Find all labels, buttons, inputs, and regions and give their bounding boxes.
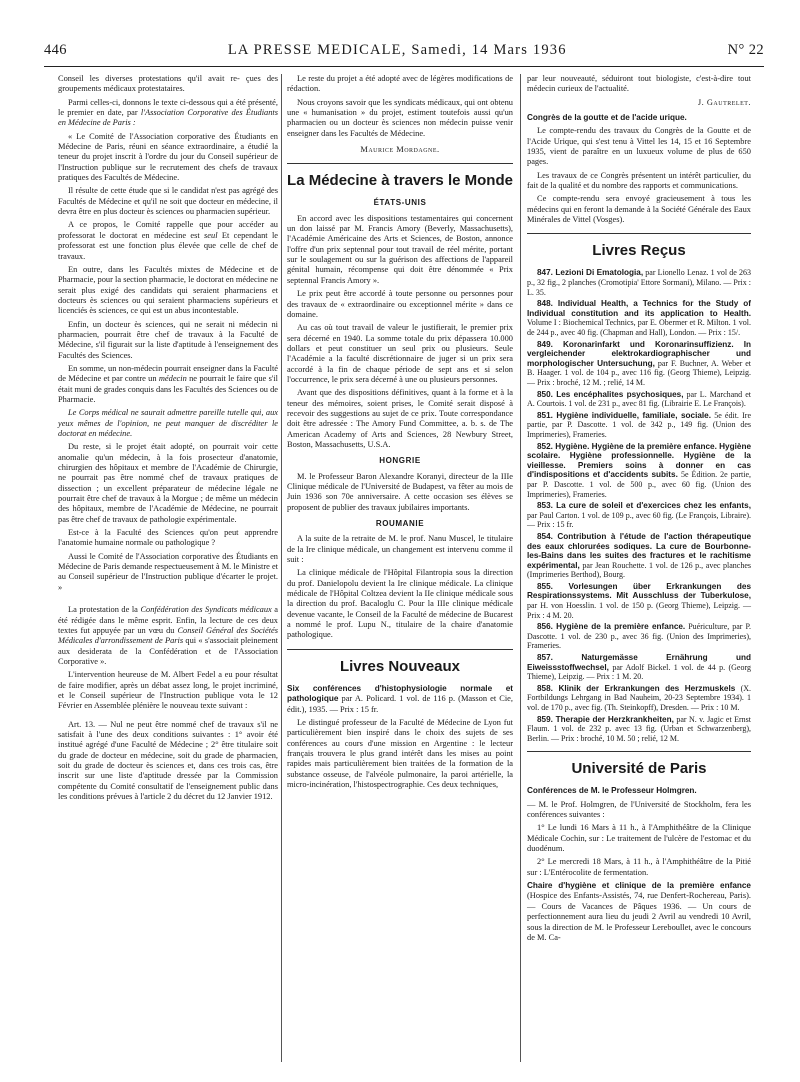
book-title: 849. Koronarinfarkt und Koronarinsuffizienz. In vergleichender elektrokardiographischer und morphologischer Untersuchung, xyxy=(527,339,751,368)
book-entry xyxy=(287,684,513,715)
paragraph xyxy=(527,881,751,943)
section-title: La Médecine à travers le Monde xyxy=(287,172,513,190)
book-title: 847. Lezioni Di Ematologia, xyxy=(537,268,644,278)
paragraph: M. le Professeur Baron Alexandre Koranyi, directeur de la IIIe Clinique médicale de l'Université de Budapest, va fêter au mois de Juin 1936 son 70e anniversaire. A cette occasion ses élèves se proposent de publier des travaux jubilaires importants. xyxy=(287,471,513,512)
paragraph: Le prix peut être accordé à toute personne ou personnes pour des travaux de « extraordinaire ou exceptionnel mérite » dans ce domaine. xyxy=(287,289,513,319)
books-received-list xyxy=(527,268,751,743)
book-title: Six conférences d'histophysiologie normale et pathologique xyxy=(287,683,513,704)
italic-paragraph: Le Corps médical ne saurait admettre pareille tutelle qui, aux yeux mêmes de l'opinion, ne peut manquer de discréditer le doctorat en médecine. xyxy=(58,408,278,438)
text: « s'associait pleinement aux desiderata de la Confédération et de l'Association Corporative ». xyxy=(58,636,279,666)
list-item xyxy=(527,501,751,530)
list-item xyxy=(527,582,751,620)
text: (Hospice des Enfants-Assistés, 74, rue Denfert-Rochereau, Paris). — Cours de Vacances de Pâques 1936. — Un cours de perfectionnement aura lieu du jeudi 2 Avril au vendredi 10 Avril, sous la direction de M. le Professeur Lereboullet, avec le concours de M. Ca- xyxy=(527,891,751,942)
list-item xyxy=(527,653,751,682)
list-item xyxy=(527,442,751,500)
list-item xyxy=(527,390,751,409)
book-details: par H. von Hoesslin. 1 vol. de 150 p. (Georg Thieme), Leipzig. — Prix : 4 M. 20. xyxy=(527,601,751,620)
paragraph: — M. le Prof. Holmgren, de l'Université de Stockholm, fera les conférences suivantes : xyxy=(527,799,751,820)
book-details: par F. Buchner, A. Weber et B. Haager. 1 vol. de 104 p., avec 116 fig. (Georg Thieme), Leipzig. — Prix : broché, 12 M. ; relié, 14 M. xyxy=(527,358,752,387)
column-divider xyxy=(281,74,282,1062)
paragraph: Il résulte de cette étude que si le candidat n'est pas agrégé des Facultés de Médecine et qu'il ne soit que docteur en médecine, il devra être en plus docteur ès sciences ou pharmacien supérieur. xyxy=(58,186,278,217)
article-title: Conférences de M. le Professeur Holmgren. xyxy=(527,786,697,796)
text: La protestation de la xyxy=(68,605,138,615)
paragraph: En accord avec les dispositions testamentaires qui concernent un don laissé par M. Francis Amory (Beverly, Massachusetts), l'Académie Américaine des Arts et Sciences, de Boston, annonce l'offre d'un prix septennal pour tout travail de réel mérite, portant sur le soulagement ou sur la guérison des affections de l'appareil génital humain, récompense qui doit être dénommée « Prix septennal Francis Amory ». xyxy=(287,213,513,285)
book-details: par N. v. Jagic et Ernst Flaum. 1 vol. de 232 p. avec 13 fig. (Urban et Schwarzenberg), Berlin. — Prix : broché, 10 M. 50 ; relié, 12 M. xyxy=(527,714,752,743)
section-title: Livres Nouveaux xyxy=(339,657,461,675)
text: a été rédigée dans le même esprit. Enfin, la lecture de ces deux textes fut appuyée par un vœu du xyxy=(58,605,278,635)
subsection-title: ROUMANIE xyxy=(375,519,425,529)
text: En somme, un non-médecin pourrait enseigner dans la Faculté de Médecine et par contre un xyxy=(58,363,278,384)
list-item xyxy=(527,715,751,744)
list-item xyxy=(527,532,751,580)
paragraph: Avant que des dispositions définitives, quant à la forme et à la teneur des mémoires, soient prises, le Comité serait disposé à recevoir des suggestions au sujet de ce prix. Toute correspondance doit être adressée : The Amory Fund Committee, a. b. s. de The American Academy of Arts and Sciences, 28 Newbury Street, Boston, Massachusetts, U.S.A. xyxy=(287,388,513,449)
paragraph: Du reste, si le projet était adopté, on pourrait voir cette anomalie qu'un médecin, à la fois prosecteur d'anatomie, chirurgien des hôpitaux et membre de l'Académie de Chirurgie, ne pourrait pas être nommé chef de travaux pratiques de dissection ; un excellent préparateur de médecine légale ne pourrait être chef de travaux à la Morgue ; de même un médecin des hôpitaux, membre de l'Académie de Médecine, ne pourrait pas être chef de travaux de pathologie expérimentale. xyxy=(58,442,278,524)
italic-text: Conseil Général des Sociétés Médicales d'arrondissement de Paris xyxy=(58,625,279,646)
book-details: 5e édit. Ire partie, par P. Dascotte. 1 vol. de 342 p., 149 fig. (Union des Imprimeries), Frameries. xyxy=(527,410,751,439)
text: A ce propos, le Comité rappelle que pour accéder au professorat le doctorat en médecine est xyxy=(58,220,278,240)
section-title: Université de Paris xyxy=(571,760,707,778)
text: Et cependant le professorat est une fonction plus élevée que celle de chef de travaux. xyxy=(58,230,278,261)
paragraph: Les travaux de ce Congrès présentent un intérêt particulier, du fait de la qualité et du nombre des rapports et communications. xyxy=(527,170,751,191)
running-header xyxy=(44,42,764,64)
paragraph: « Le Comité de l'Association corporative des Étudiants en Médecine de Paris, réuni en séance extraordinaire, a étudié la teneur du projet inscrit à l'ordre du jour du Conseil supérieur de l'Instruction publique sur le recrutement des chefs de travaux pratiques des Facultés de Médecine. xyxy=(58,131,278,183)
book-details: 5e Édition. 2e partie, par P. Dascotte. 1 vol. de 500 p., avec 60 fig. (Union des Imprimeries), Frameries. xyxy=(527,470,752,499)
paragraph: En outre, dans les Facultés mixtes de Médecine et de Pharmacie, pour la section pharmacie, le doctorat en médecine ne serait plus exigé des candidats qui seraient pharmaciens et docteurs ès sciences ou qui seraient pharmaciens supérieurs et licenciés ès sciences, ce qui est un abus incontestable. xyxy=(58,264,278,316)
section-rule xyxy=(527,751,751,752)
paragraph: A la suite de la retraite de M. le prof. Nanu Muscel, le titulaire de la Ire clinique médicale, un changement est intervenu comme il suit : xyxy=(287,534,513,565)
book-title: 856. Hygiène de la première enfance. xyxy=(537,622,686,632)
book-reference: par A. Policard. 1 vol. de 116 p. (Masson et Cie, édit.), 1935. — Prix : 15 fr. xyxy=(287,694,513,714)
book-details: Volume I : Biochemical Technics, par E. Obermer et R. Milton. 1 vol. de 244 p., avec 40 fig. (Chapman and Hall), London. — Prix : 15/. xyxy=(527,318,751,338)
paragraph: Enfin, un docteur ès sciences, qui ne serait ni médecin ni pharmacien, pourrait être chef de travaux à la Faculté de Médecine, s'il figurait sur la liste d'aptitude à l'enseignement des Facultés des Sciences. xyxy=(58,319,278,360)
text: ne pourrait le faire que s'il était muni de grades conquis dans les Facultés des Sciences ou de Pharmacie. xyxy=(58,374,279,404)
text: qui xyxy=(185,636,197,646)
paragraph: 2° Le mercredi 18 Mars, à 11 h., à l'Amphithéâtre de la Pitié sur : L'Entérocolite de fermentation. xyxy=(527,857,751,877)
book-details: Puériculture, par P. Dascotte. 1 vol. de 230 p., avec 36 fig. (Union des Imprimeries), Frameries. xyxy=(527,622,752,651)
paragraph xyxy=(58,98,278,129)
section-rule xyxy=(287,649,513,650)
subsection-title: HONGRIE xyxy=(379,456,421,466)
issue-number: N° 22 xyxy=(727,42,764,58)
article-title: Congrès de la goutte et de l'acide urique. xyxy=(527,113,687,123)
book-title: 850. Les encéphalites psychosiques, xyxy=(537,389,684,399)
paragraph: Au cas où tout travail de valeur le justifierait, le premier prix sera décerné en 1940. La somme totale du prix dépassera 10.000 dollars et peut constituer un seul prix ou plusieurs. Seule l'Académie a la faculté discrétionnaire de juger si un prix sera accordé à la fin de chaque période de sept ans et si selon l'occurrence, le prix sera décerné à une ou plusieurs personnes. xyxy=(287,323,513,384)
list-item xyxy=(527,684,751,713)
book-details: par L. Marchand et A. Courtois. 1 vol. de 231 p., avec 81 fig. (Librairie E. Le François). xyxy=(527,389,751,409)
book-details: par Jean Rouchette. 1 vol. de 126 p., avec planches (Imprimeries Berthod), Bourg. xyxy=(527,560,751,580)
book-details: par Paul Carton. 1 vol. de 109 p., avec 60 fig. (Le François, Libraire). — Prix : 15 fr. xyxy=(527,510,751,530)
list-item xyxy=(527,622,751,651)
paragraph xyxy=(58,364,278,405)
book-details: par Adolf Bickel. 1 vol. de 44 p. (Georg Thieme), Leipzig. — Prix : 1 M. 20. xyxy=(527,662,752,682)
list-item xyxy=(527,268,751,297)
book-details: (X. Fortbildungs Lehrgang in Bad Nauheim, 20-23 Septembre 1934). 1 vol. de 170 p., avec fig. (Th. Steinkopff), Dresden. — Prix : 10 M. xyxy=(527,683,752,712)
paragraph: 1° Le lundi 16 Mars à 11 h., à l'Amphithéâtre de la Clinique Médicale Cochin, sur : Le traitement de l'ulcère de l'estomac et du duodénum. xyxy=(527,823,751,854)
text: Parmi celles-ci, donnons le texte ci-dessous qui a été présenté, le premier en date, par xyxy=(58,97,278,118)
column-3 xyxy=(527,74,751,946)
header-rule xyxy=(44,66,764,67)
paragraph: La clinique médicale de l'Hôpital Filantropia sous la direction du prof. Danielopolu devient la Ire clinique médicale. La clinique médicale de l'Hôpital Coltzea devient la IIe clinique médicale sous la direction du prof. Bacaloglu C. Pour la IIIe clinique médicale devenue vacante, le Conseil de la Faculté de médecine de Bucarest a nommé le prof. Lupu N., titulaire de la chaire d'anatomie pathologique. xyxy=(287,568,513,640)
paragraph: Le reste du projet a été adopté avec de légères modifications de rédaction. xyxy=(287,74,513,94)
book-title: 851. Hygiène individuelle, familiale, sociale. xyxy=(537,410,712,420)
section-title: Livres Reçus xyxy=(592,242,686,260)
italic-text: Confédération des Syndicats médicaux xyxy=(140,605,272,615)
list-item xyxy=(527,411,751,440)
journal-title xyxy=(228,42,567,59)
book-title: 853. La cure de soleil et d'exercices chez les enfants, xyxy=(537,501,751,511)
italic-text: l'Association Corporative des Étudiants en Médecine de Paris : xyxy=(58,108,278,128)
book-title: 855. Vorlesungen über Erkrankungen des Respirationssystems. Mit Ausschluss der Tuberkulose, xyxy=(527,581,751,601)
paragraph: Ce compte-rendu sera envoyé gracieusement à tous les médecins qui en feront la demande à la Société Générale des Eaux Minérales de Vittel (Vosges). xyxy=(527,194,751,225)
paragraph xyxy=(58,605,278,667)
page-number: 446 xyxy=(44,42,67,58)
section-rule xyxy=(287,163,513,164)
book-title: 854. Contribution à l'étude de l'action thérapeutique des eaux chlorurées sodiques. La cure de Bourbonne-les-Bains dans les suites des fractures et le rachitisme expérimental, xyxy=(527,531,751,570)
book-title: 852. Hygiène. Hygiène de la première enfance. Hygiène scolaire. Hygiène professionnelle. Hygiène de la vieillesse. Premiers soins à donner en cas d'indispositions et d'accidents subits. xyxy=(527,441,751,480)
book-title: 848. Individual Health, a Technics for the Study of Individual constitution and its application to Health. xyxy=(527,299,751,318)
list-item xyxy=(527,340,751,388)
subsection-title: ÉTATS-UNIS xyxy=(373,198,427,208)
paragraph: par leur nouveauté, séduiront tout biologiste, c'est-à-dire tout médecin curieux de l'actualité. xyxy=(527,74,751,94)
article-title: Chaire d'hygiène et clinique de la première enfance xyxy=(527,881,751,891)
italic-text: seul xyxy=(204,230,218,240)
paragraph: Conseil les diverses protestations qu'il avait re- çues des groupements médicaux protestataires. xyxy=(58,74,278,94)
column-2 xyxy=(287,74,513,793)
paragraph: Est-ce à la Faculté des Sciences qu'on peut apprendre l'anatomie humaine normale ou pathologique ? xyxy=(58,528,278,548)
list-item xyxy=(527,299,751,337)
journal-name: LA PRESSE MEDICALE, xyxy=(227,42,407,58)
italic-text: médecin xyxy=(158,374,187,384)
paragraph: Aussi le Comité de l'Association corporative des Étudiants en Médecine de Paris demande respectueusement à M. le Ministre et au Conseil supérieur de l'Instruction publique d'écarter le projet. » xyxy=(58,551,278,592)
book-title: 858. Klinik der Erkrankungen des Herzmuskels xyxy=(537,683,736,693)
book-title: 859. Therapie der Herzkrankheiten, xyxy=(537,714,674,724)
book-title: 857. Naturgemässe Ernährung und Eiweissstoffwechsel, xyxy=(527,653,751,672)
paragraph: Art. 13. — Nul ne peut être nommé chef de travaux s'il ne satisfait à l'une des deux conditions suivantes : 1° avoir été institué agrégé d'une Faculté de Médecine ; 2° être titulaire soit du grade de docteur en médecine, soit du grade de pharmacien, soit du grade de docteur ès sciences et, dans ces trois cas, être inscrit sur une liste d'aptitude dressée par la Commission compétente du Comité consultatif de l'enseignement public dans les conditions prévues à l'article 2 du décret du 12 Janvier 1912. xyxy=(58,719,278,801)
signature: J. Gautrelet. xyxy=(697,97,751,107)
column-divider xyxy=(520,74,521,1062)
paragraph: Le distingué professeur de la Faculté de Médecine de Lyon fut particulièrement bien inspiré dans le choix des sujets de ses conférences au cours d'une mission en Argentine : le lecteur français trouvera le plus grand intérêt dans les mises au point rapides mais particulièrement bien traitées de la formation de la substance osseuse, de l'alvéole pulmonaire, la paroi artérielle, la micro-incinération, l'histospectrographie. Ces deux techniques, xyxy=(287,717,513,789)
paragraph: Nous croyons savoir que les syndicats médicaux, qui ont obtenu une « humanisation » du projet, estiment toutefois aussi qu'un pharmacien ou un docteur ès sciences non médecin puisse venir enseigner dans les Facultés de Médecine. xyxy=(287,97,513,138)
signature: Maurice Mordagne. xyxy=(360,145,440,155)
paragraph xyxy=(58,220,278,261)
column-1 xyxy=(58,74,278,805)
paragraph: L'intervention heureuse de M. Albert Fedel a eu pour résultat de faire modifier, après un débat assez long, le projet incriminé, et le Conseil supérieur de l'Instruction publique vota le 12 Février en Assemblée plénière le nouveau texte suivant : xyxy=(58,670,278,711)
book-details: par Lionello Lenaz. 1 vol de 263 p., 32 fig., 2 planches (Cromotipia' Ettore Sormani), Milano. — Prix : L. 35. xyxy=(527,268,751,297)
issue-date: Samedi, 14 Mars 1936 xyxy=(411,42,567,58)
paragraph: Le compte-rendu des travaux du Congrès de la Goutte et de l'Acide Urique, qui s'est tenu à Vittel les 14, 15 et 16 Septembre 1935, vient de paraître en un luxueux volume de plus de 650 pages. xyxy=(527,126,751,167)
section-rule xyxy=(527,233,751,234)
